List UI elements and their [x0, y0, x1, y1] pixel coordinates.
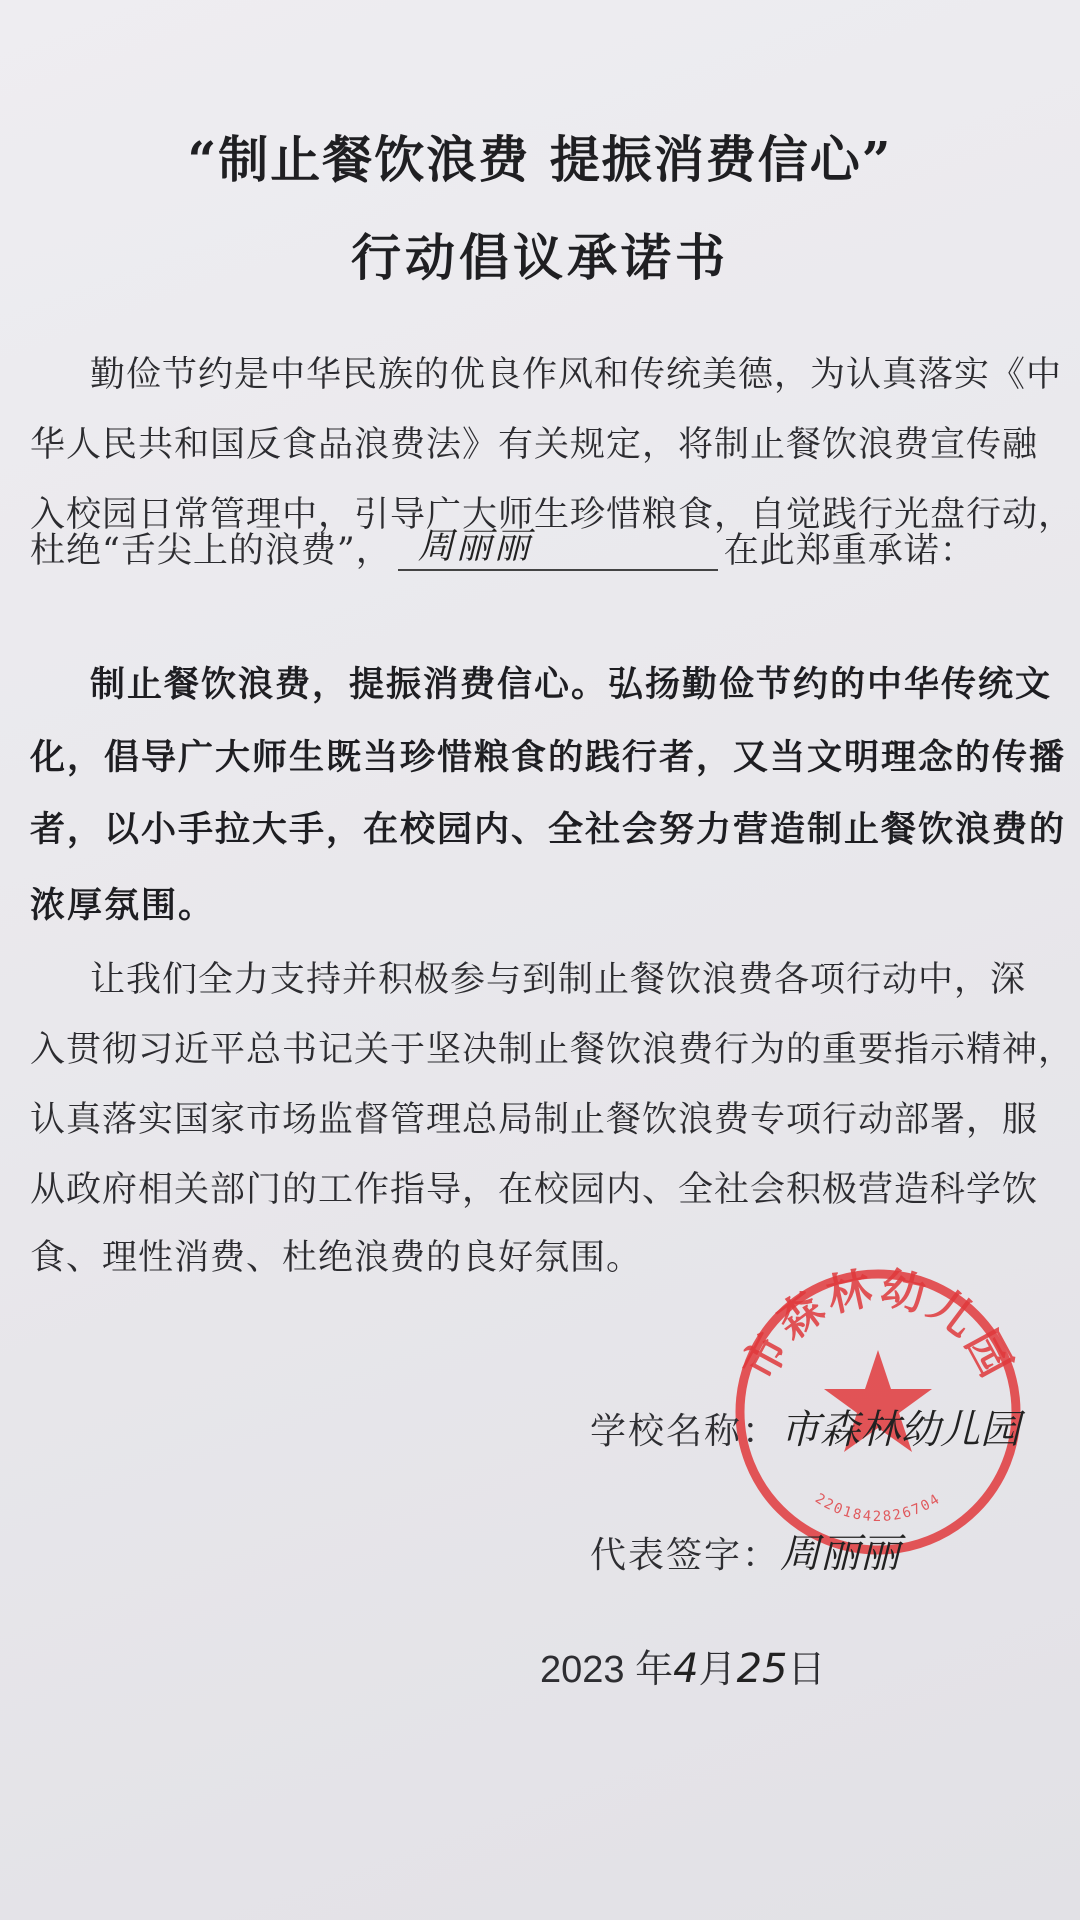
school-name-label: 学校名称： — [590, 1411, 781, 1452]
seal-code: 2201842826704 — [812, 1490, 944, 1525]
signature-label: 代表签字： — [590, 1535, 781, 1576]
paragraph1-line3: 入校园日常管理中，引导广大师生珍惜粮食，自觉践行光盘行动， — [30, 495, 1075, 535]
paragraph2-line1: 制止餐饮浪费，提振消费信心。弘扬勤俭节约的中华传统文 — [90, 665, 1053, 705]
paragraph1-line4-suffix: 在此郑重承诺： — [723, 531, 976, 571]
paragraph3-line5: 食、理性消费、杜绝浪费的良好氛围。 — [30, 1238, 643, 1278]
date-line — [540, 1638, 825, 1693]
date-year: 2023 年 — [540, 1649, 674, 1691]
document-title-line2: 行动倡议承诺书 — [351, 228, 729, 287]
date-month-unit: 月 — [698, 1649, 737, 1691]
school-name-value: 市森林幼儿园 — [780, 1407, 1021, 1453]
paragraph3-line2: 入贯彻习近平总书记关于坚决制止餐饮浪费行为的重要指示精神， — [30, 1030, 1075, 1070]
paragraph1-line4 — [30, 526, 1060, 571]
paragraph1-line4-prefix: 杜绝“舌尖上的浪费”， — [30, 531, 392, 571]
paragraph3-line1: 让我们全力支持并积极参与到制止餐饮浪费各项行动中，深 — [90, 960, 1027, 1000]
signature-row — [590, 1522, 900, 1579]
paragraph3-line3: 认真落实国家市场监督管理总局制止餐饮浪费专项行动部署，服 — [30, 1100, 1039, 1140]
seal-text: 市森林幼儿园 — [733, 1262, 1023, 1389]
date-day: 25 — [736, 1646, 788, 1692]
date-month: 4 — [673, 1646, 699, 1692]
paragraph1-line2: 华人民共和国反食品浪费法》有关规定，将制止餐饮浪费宣传融 — [30, 425, 1039, 465]
signature-value: 周丽丽 — [780, 1531, 901, 1577]
date-day-unit: 日 — [787, 1649, 826, 1691]
name-blank[interactable] — [398, 526, 718, 571]
paragraph3-line4: 从政府相关部门的工作指导，在校园内、全社会积极营造科学饮 — [30, 1170, 1039, 1210]
school-name-row — [590, 1398, 1020, 1455]
svg-text:2201842826704 — [812, 1491, 944, 1525]
paragraph1-line1: 勤俭节约是中华民族的优良作风和传统美德，为认真落实《中 — [90, 355, 1063, 395]
document-title-line1: “制止餐饮浪费 提振消费信心” — [187, 130, 893, 189]
paragraph2-line4: 浓厚氛围。 — [30, 886, 216, 926]
paragraph2-line3: 者，以小手拉大手，在校园内、全社会努力营造制止餐饮浪费的 — [30, 810, 1067, 850]
paragraph2-line2: 化，倡导广大师生既当珍惜粮食的践行者，又当文明理念的传播 — [30, 738, 1067, 778]
name-blank-value: 周丽丽 — [417, 526, 532, 567]
